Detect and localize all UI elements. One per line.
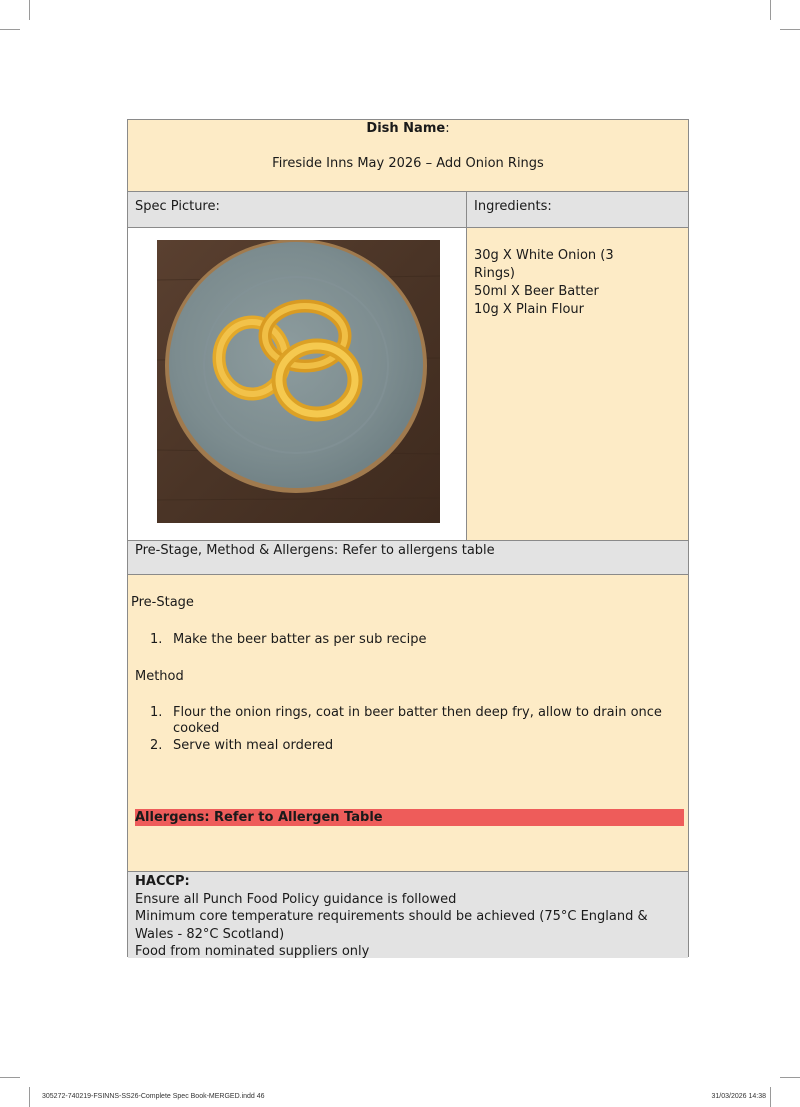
step-number: 2. — [150, 738, 163, 753]
crop-mark — [0, 29, 20, 30]
haccp-section — [128, 872, 688, 958]
crop-mark — [780, 29, 800, 30]
ingredient-item: 30g X White Onion (3 Rings) — [474, 248, 614, 281]
allergens-note: Allergens: Refer to Allergen Table — [135, 809, 684, 826]
spec-content-row — [128, 228, 688, 541]
step-number: 1. — [150, 705, 163, 720]
footer-timestamp: 31/03/2026 14:38 — [711, 1093, 766, 1100]
crop-mark — [770, 1087, 771, 1107]
haccp-title: HACCP: — [135, 874, 190, 889]
spec-header-row — [128, 192, 688, 228]
prestage-title: Pre-Stage — [131, 595, 194, 610]
haccp-line: Ensure all Punch Food Policy guidance is followed — [135, 891, 457, 907]
dish-name: Fireside Inns May 2026 – Add Onion Rings — [272, 156, 544, 171]
ingredients-header: Ingredients: — [474, 199, 552, 214]
dish-name-row — [128, 120, 688, 192]
haccp-line: Food from nominated suppliers only — [135, 944, 370, 959]
method-title: Method — [135, 669, 184, 684]
ingredients-cell — [467, 228, 688, 540]
method-section: Pre-Stage 1. Make the beer batter as per sub recipe Method 1. Flour the onion rings, coat in beer batter then deep fry, allow to drain once cooked 2. Serve with meal ordered Allergens: Refer to Allergen Table — [128, 575, 688, 872]
spec-picture-header: Spec Picture: — [135, 199, 220, 214]
spec-picture-cell — [128, 228, 466, 540]
crop-mark — [770, 0, 771, 20]
ingredients-list — [474, 247, 634, 319]
footer-file-info: 305272-740219-FSINNS-SS26-Complete Spec Book-MERGED.indd 46 — [42, 1093, 265, 1100]
step-number: 1. — [150, 632, 163, 647]
method-header: Pre-Stage, Method & Allergens: Refer to allergens table — [128, 541, 688, 575]
spec-sheet — [127, 119, 689, 957]
ingredient-item: 10g X Plain Flour — [474, 302, 584, 317]
ingredient-item: 50ml X Beer Batter — [474, 284, 599, 299]
crop-mark — [29, 0, 30, 20]
crop-mark — [29, 1087, 30, 1107]
crop-mark — [780, 1077, 800, 1078]
onion-rings-photo — [157, 240, 440, 523]
dish-name-label: Dish Name: — [366, 121, 450, 136]
haccp-line: Minimum core temperature requirements should be achieved (75°C England & Wales - 82°C Scotland) — [135, 909, 648, 942]
crop-mark — [0, 1077, 20, 1078]
